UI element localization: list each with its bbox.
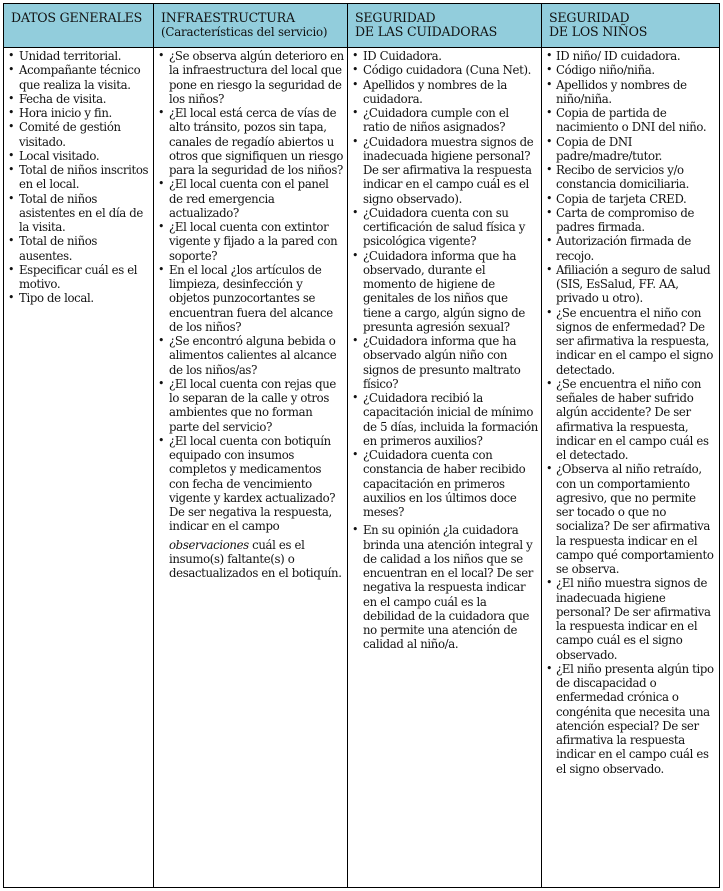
content-row bbox=[4, 48, 720, 888]
list-item: • ¿Observa al niño retraído, con un comportamiento agresivo, que no permite ser tocado o que no socializa? De ser afirmativa la respuesta indicar en el campo qué comportamiento se observa. bbox=[545, 462, 716, 576]
list-item: • Total de niños ausentes. bbox=[7, 234, 150, 263]
list-item: • Autorización firmada de recojo. bbox=[545, 234, 716, 263]
list-item: • ¿Cuidadora muestra signos de inadecuada higiene personal? De ser afirmativa la respuesta indicar en el campo cuál es el signo observado). bbox=[351, 135, 538, 206]
list-item: • Copia de tarjeta CRED. bbox=[545, 192, 716, 206]
infraestructura-list bbox=[157, 49, 344, 580]
list-item: • Local visitado. bbox=[7, 149, 150, 163]
list-item: • ¿Cuidadora informa que ha observado algún niño con signos de presunto maltrato físico? bbox=[351, 334, 538, 391]
list-item: • ¿El local cuenta con botiquín equipado con insumos completos y medicamentos con fecha de vencimiento vigente y kardex actualizado? De ser negativa la respuesta, indicar en el campo observaciones cuál es el insumo(s) faltante(s) o desactualizados en el botiquín. bbox=[157, 434, 344, 581]
list-item: • ¿Se encuentra el niño con señales de haber sufrido algún accidente? De ser afirmativa la respuesta, indicar en el campo cuál es el detectado. bbox=[545, 377, 716, 463]
list-item: • ¿Cuidadora cumple con el ratio de niños asignados? bbox=[351, 106, 538, 135]
header-seguridad-ninos: SEGURIDAD DE LOS NIÑOS bbox=[542, 4, 720, 48]
seguridad-ninos-cell bbox=[542, 48, 720, 888]
list-item: • ¿Se encuentra el niño con signos de enfermedad? De ser afirmativa la respuesta, indicar en el campo el signo detectado. bbox=[545, 306, 716, 377]
header-seguridad-cuidadoras: SEGURIDAD DE LAS CUIDADORAS bbox=[348, 4, 542, 48]
checklist-table bbox=[3, 3, 720, 888]
list-item: • ¿El local cuenta con rejas que lo separan de la calle y otros ambientes que no forman parte del servicio? bbox=[157, 377, 344, 434]
list-item: • Copia de partida de nacimiento o DNI del niño. bbox=[545, 106, 716, 135]
list-item: • Tipo de local. bbox=[7, 291, 150, 305]
list-item: • En su opinión ¿la cuidadora brinda una atención integral y de calidad a los niños que se encuentran en el local? De ser negativa la respuesta indicar en el campo cuál es la debilidad de la cuidadora que no permite una atención de calidad al niño/a. bbox=[351, 523, 538, 651]
datos-generales-cell bbox=[4, 48, 154, 888]
ninos-list bbox=[545, 49, 716, 776]
list-item: • Apellidos y nombres de niño/niña. bbox=[545, 78, 716, 107]
list-item: • En el local ¿los artículos de limpieza, desinfección y objetos punzocortantes se encuentran fuera del alcance de los niños? bbox=[157, 263, 344, 334]
list-item: • Unidad territorial. bbox=[7, 49, 150, 63]
list-item: • ID Cuidadora. bbox=[351, 49, 538, 63]
list-item: • Comité de gestión visitado. bbox=[7, 120, 150, 149]
header-infraestructura: INFRAESTRUCTURA (Características del servicio) bbox=[154, 4, 348, 48]
list-item: • ¿Cuidadora cuenta con su certificación de salud física y psicológica vigente? bbox=[351, 206, 538, 249]
list-item: • Copia de DNI padre/madre/tutor. bbox=[545, 135, 716, 164]
list-item: • Hora inicio y fin. bbox=[7, 106, 150, 120]
list-item: • Código cuidadora (Cuna Net). bbox=[351, 63, 538, 77]
list-item: • ¿Se observa algún deterioro en la infraestructura del local que pone en riesgo la seguridad de los niños? bbox=[157, 49, 344, 106]
list-item: • Total de niños asistentes en el día de la visita. bbox=[7, 192, 150, 235]
list-item: • ¿Se encontró alguna bebida o alimentos calientes al alcance de los niños/as? bbox=[157, 334, 344, 377]
list-item: • Afiliación a seguro de salud (SIS, EsSalud, FF. AA, privado u otro). bbox=[545, 263, 716, 306]
list-item: • ¿Cuidadora recibió la capacitación inicial de mínimo de 5 días, incluida la formación en primeros auxilios? bbox=[351, 391, 538, 448]
list-item: • ¿El niño muestra signos de inadecuada higiene personal? De ser afirmativa la respuesta indicar en el campo cuál es el signo observado. bbox=[545, 576, 716, 662]
cuidadoras-list bbox=[351, 49, 538, 652]
list-item: • Código niño/niña. bbox=[545, 63, 716, 77]
list-item: • Acompañante técnico que realiza la visita. bbox=[7, 63, 150, 92]
header-datos-generales: DATOS GENERALES bbox=[4, 4, 154, 48]
list-item: • ¿El local cuenta con extintor vigente y fijado a la pared con soporte? bbox=[157, 220, 344, 263]
datos-generales-list bbox=[7, 49, 150, 306]
seguridad-cuidadoras-cell bbox=[348, 48, 542, 888]
list-item: • ¿Cuidadora informa que ha observado, durante el momento de higiene de genitales de los niños que tiene a cargo, algún signo de presunta agresión sexual? bbox=[351, 249, 538, 335]
header-row bbox=[4, 4, 720, 48]
list-item: • Total de niños inscritos en el local. bbox=[7, 163, 150, 192]
list-item: • ID niño/ ID cuidadora. bbox=[545, 49, 716, 63]
list-item: • Especificar cuál es el motivo. bbox=[7, 263, 150, 292]
list-item: • ¿Cuidadora cuenta con constancia de haber recibido capacitación en primeros auxilios en los últimos doce meses? bbox=[351, 448, 538, 519]
list-item: • Apellidos y nombres de la cuidadora. bbox=[351, 78, 538, 107]
list-item: • ¿El niño presenta algún tipo de discapacidad o enfermedad crónica o congénita que necesita una atención especial? De ser afirmativa la respuesta indicar en el campo cuál es el signo observado. bbox=[545, 662, 716, 776]
observaciones-term: observaciones bbox=[169, 537, 249, 552]
list-item: • ¿El local cuenta con el panel de red emergencia actualizado? bbox=[157, 177, 344, 220]
list-item: • ¿El local está cerca de vías de alto tránsito, pozos sin tapa, canales de regadío abiertos u otros que signifiquen un riesgo para la seguridad de los niños? bbox=[157, 106, 344, 177]
infraestructura-cell bbox=[154, 48, 348, 888]
list-item: • Carta de compromiso de padres firmada. bbox=[545, 206, 716, 235]
list-item: • Fecha de visita. bbox=[7, 92, 150, 106]
list-item: • Recibo de servicios y/o constancia domiciliaria. bbox=[545, 163, 716, 192]
